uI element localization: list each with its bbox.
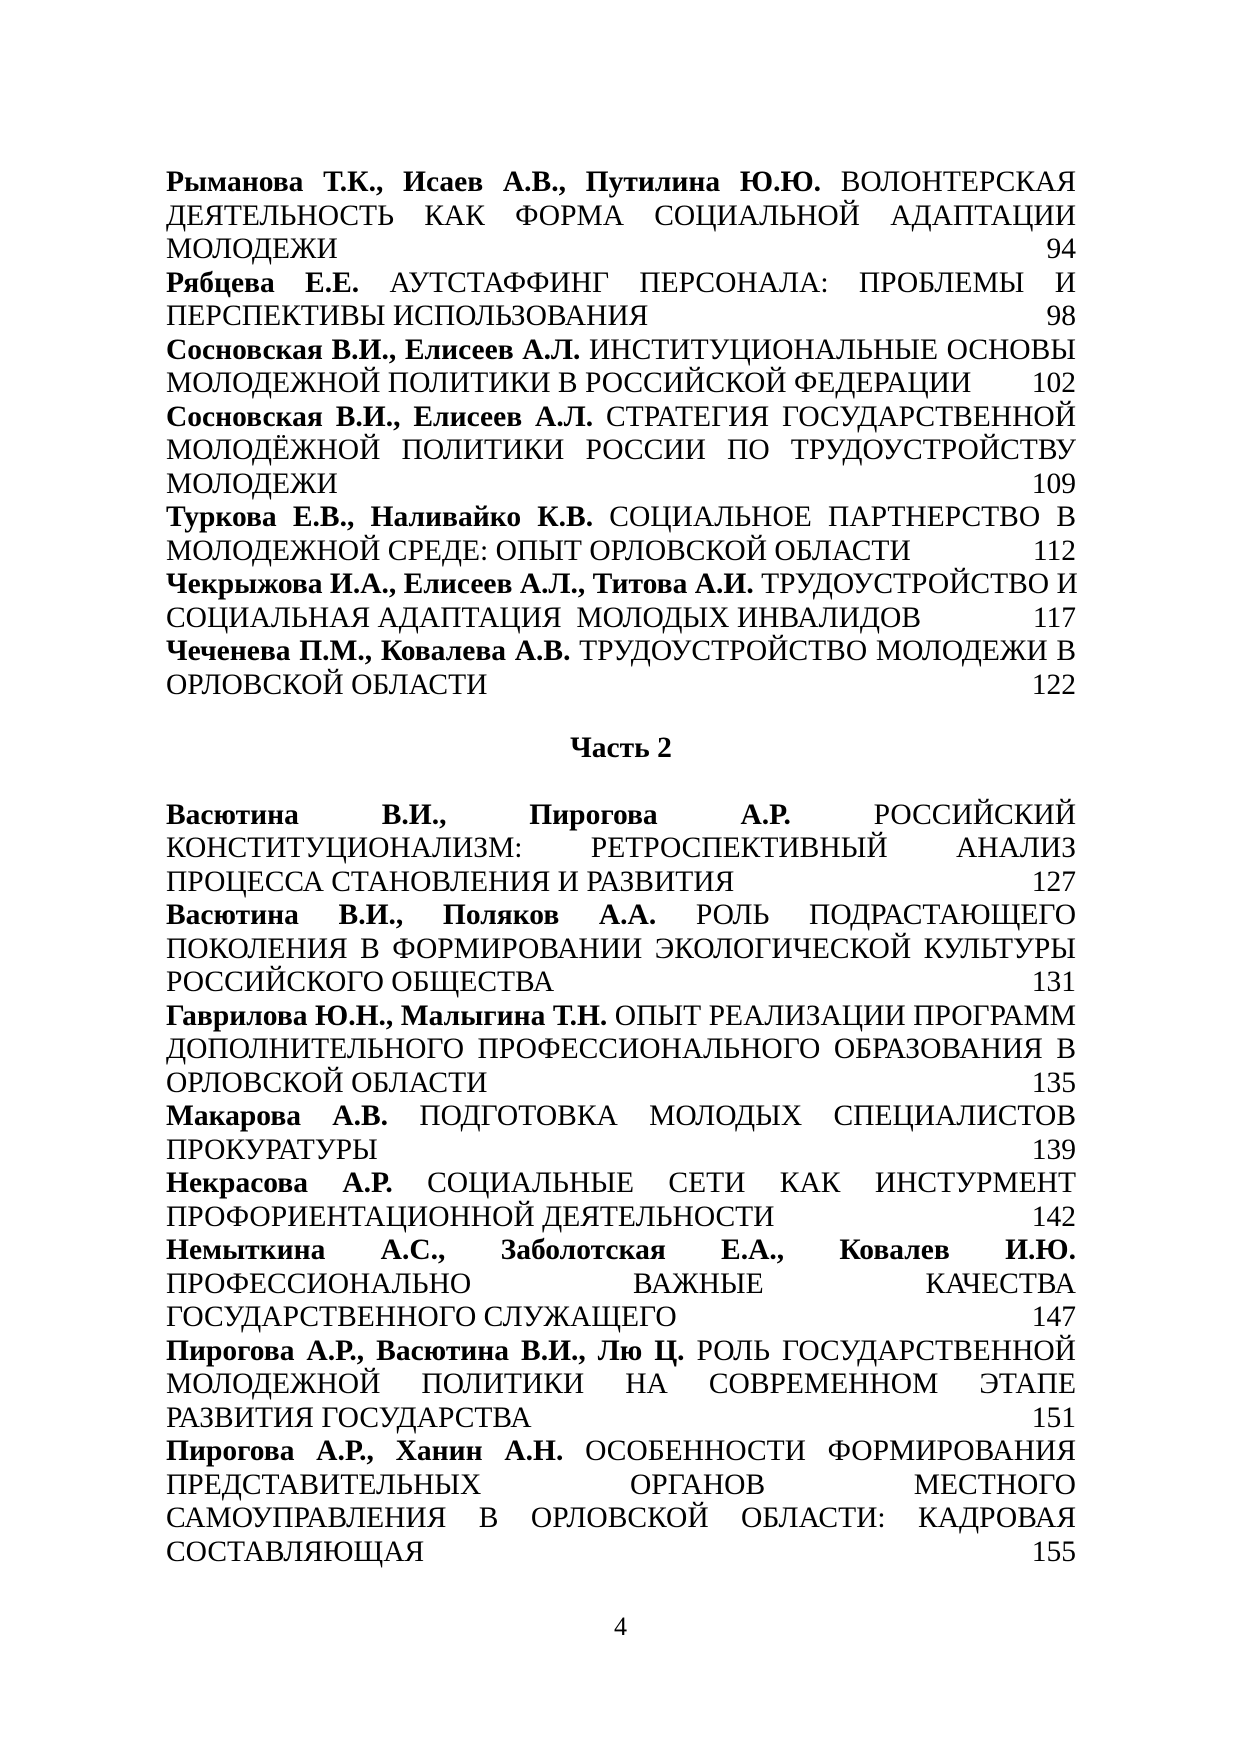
entry-authors: Чеченева П.М., Ковалева А.В. bbox=[166, 635, 571, 667]
entry-authors: Рябцева Е.Е. bbox=[166, 266, 360, 299]
toc-entry bbox=[166, 1100, 1076, 1167]
toc-entry bbox=[166, 166, 1076, 267]
entry-authors: Гаврилова Ю.Н., Малыгина Т.Н. bbox=[166, 999, 608, 1032]
toc-entry bbox=[166, 267, 1076, 334]
entry-authors: Туркова Е.В., Наливайко К.В. bbox=[166, 501, 594, 533]
entry-title: ПРОКУРАТУРЫ bbox=[166, 1133, 378, 1166]
entry-title: МОЛОДЕЖНОЙ СРЕДЕ: ОПЫТ ОРЛОВСКОЙ ОБЛАСТИ bbox=[166, 534, 911, 567]
table-of-contents bbox=[166, 166, 1076, 1569]
entry-title: МОЛОДЕЖНОЙ ПОЛИТИКИ В РОССИЙСКОЙ ФЕДЕРАЦИИ bbox=[166, 367, 972, 399]
entry-page: 151 bbox=[1031, 1401, 1076, 1434]
entry-page: 127 bbox=[1031, 865, 1076, 898]
entry-title: СОЦИАЛЬНАЯ АДАПТАЦИЯ МОЛОДЫХ ИНВАЛИДОВ bbox=[166, 601, 922, 634]
entry-title: РОССИЙСКОГО ОБЩЕСТВА bbox=[166, 966, 555, 998]
entry-title: ПРОФОРИЕНТАЦИОННОЙ ДЕЯТЕЛЬНОСТИ bbox=[166, 1200, 775, 1233]
entry-title: ПРОФЕССИОНАЛЬНО ВАЖНЫЕ КАЧЕСТВА bbox=[166, 1267, 1076, 1300]
entry-authors: Пирогова А.Р., Васютина В.И., Лю Ц. bbox=[166, 1334, 685, 1367]
entry-page: 155 bbox=[1031, 1535, 1076, 1568]
entry-title: ГОСУДАРСТВЕННОГО СЛУЖАЩЕГО bbox=[166, 1301, 677, 1333]
entry-title: САМОУПРАВЛЕНИЯ В ОРЛОВСКОЙ ОБЛАСТИ: КАДРОВАЯ bbox=[166, 1502, 1076, 1534]
entry-title: ВОЛОНТЕРСКАЯ bbox=[840, 166, 1076, 198]
entry-title: ПЕРСПЕКТИВЫ ИСПОЛЬЗОВАНИЯ bbox=[166, 300, 649, 332]
toc-entry bbox=[166, 1234, 1076, 1335]
entry-authors: Чекрыжова И.А., Елисеев А.Л., Титова А.И. bbox=[166, 568, 754, 600]
entry-title: ИНСТИТУЦИОНАЛЬНЫЕ ОСНОВЫ bbox=[588, 333, 1077, 366]
page-number: 4 bbox=[614, 1612, 627, 1641]
entry-title: ОРЛОВСКОЙ ОБЛАСТИ bbox=[166, 1066, 488, 1099]
entry-authors: Сосновская В.И., Елисеев А.Л. bbox=[166, 400, 594, 433]
entry-authors: Некрасова А.Р. bbox=[166, 1167, 393, 1199]
toc-entry bbox=[166, 1000, 1076, 1101]
entry-authors: Рыманова Т.К., Исаев А.В., Путилина Ю.Ю. bbox=[166, 166, 822, 198]
entry-title: ОРЛОВСКОЙ ОБЛАСТИ bbox=[166, 668, 488, 701]
entry-authors: Васютина В.И., Пирогова А.Р. bbox=[166, 798, 791, 831]
entry-authors: Пирогова А.Р., Ханин А.Н. bbox=[166, 1435, 564, 1467]
entry-title: ПРЕДСТАВИТЕЛЬНЫХ ОРГАНОВ МЕСТНОГО bbox=[166, 1468, 1076, 1501]
entry-page: 112 bbox=[1032, 534, 1076, 567]
entry-page: 94 bbox=[1046, 233, 1076, 265]
entry-title: СОЦИАЛЬНОЕ ПАРТНЕРСТВО В bbox=[609, 501, 1076, 533]
entry-title: МОЛОДЕЖНОЙ ПОЛИТИКИ НА СОВРЕМЕННОМ ЭТАПЕ bbox=[166, 1368, 1076, 1400]
entry-page: 142 bbox=[1031, 1200, 1076, 1233]
entry-title: ОПЫТ РЕАЛИЗАЦИИ ПРОГРАММ bbox=[614, 999, 1077, 1032]
toc-entry bbox=[166, 334, 1076, 401]
entry-authors: Сосновская В.И., Елисеев А.Л. bbox=[166, 333, 581, 366]
entry-title: ПОКОЛЕНИЯ В ФОРМИРОВАНИИ ЭКОЛОГИЧЕСКОЙ КУЛЬТУРЫ bbox=[166, 932, 1076, 965]
entry-page: 117 bbox=[1032, 601, 1076, 634]
entry-authors: Немыткина А.С., Заболотская Е.А., Ковалев И.Ю. bbox=[166, 1234, 1076, 1266]
entry-authors: Макарова А.В. bbox=[166, 1100, 389, 1132]
entry-page: 135 bbox=[1031, 1066, 1076, 1099]
entry-title: МОЛОДЁЖНОЙ ПОЛИТИКИ РОССИИ ПО ТРУДОУСТРОЙСТВУ bbox=[166, 434, 1076, 466]
entry-title: ТРУДОУСТРОЙСТВО И bbox=[761, 568, 1078, 600]
part-heading: Часть 2 bbox=[570, 732, 672, 764]
toc-entry bbox=[166, 899, 1076, 1000]
entry-title: СОЦИАЛЬНЫЕ СЕТИ КАК ИНСТУРМЕНТ bbox=[427, 1167, 1076, 1199]
entry-title: КОНСТИТУЦИОНАЛИЗМ: РЕТРОСПЕКТИВНЫЙ АНАЛИЗ bbox=[166, 832, 1076, 864]
entry-page: 102 bbox=[1031, 367, 1076, 399]
toc-entry bbox=[166, 401, 1076, 502]
toc-entry bbox=[166, 799, 1076, 900]
toc-entry bbox=[166, 568, 1076, 635]
entry-title: РОЛЬ ПОДРАСТАЮЩЕГО bbox=[695, 899, 1077, 931]
toc-entry bbox=[166, 635, 1076, 702]
entry-title: СТРАТЕГИЯ ГОСУДАРСТВЕННОЙ bbox=[606, 400, 1076, 433]
entry-title: РАЗВИТИЯ ГОСУДАРСТВА bbox=[166, 1401, 532, 1434]
entry-page: 122 bbox=[1031, 668, 1076, 701]
entry-title: СОСТАВЛЯЮЩАЯ bbox=[166, 1535, 425, 1568]
entry-title: АУТСТАФФИНГ ПЕРСОНАЛА: ПРОБЛЕМЫ И bbox=[389, 266, 1077, 299]
entry-page: 109 bbox=[1031, 467, 1076, 500]
toc-entry bbox=[166, 1335, 1076, 1436]
entry-title: ПОДГОТОВКА МОЛОДЫХ СПЕЦИАЛИСТОВ bbox=[419, 1100, 1076, 1132]
entry-title: ОСОБЕННОСТИ ФОРМИРОВАНИЯ bbox=[585, 1435, 1077, 1467]
entry-title: МОЛОДЕЖИ bbox=[166, 467, 338, 500]
entry-title: ДЕЯТЕЛЬНОСТЬ КАК ФОРМА СОЦИАЛЬНОЙ АДАПТАЦИИ bbox=[166, 199, 1076, 232]
entry-page: 139 bbox=[1031, 1133, 1076, 1166]
entry-authors: Васютина В.И., Поляков А.А. bbox=[166, 899, 657, 931]
entry-title: ДОПОЛНИТЕЛЬНОГО ПРОФЕССИОНАЛЬНОГО ОБРАЗОВАНИЯ В bbox=[166, 1033, 1076, 1065]
entry-title: ПРОЦЕССА СТАНОВЛЕНИЯ И РАЗВИТИЯ bbox=[166, 865, 735, 898]
entry-page: 147 bbox=[1031, 1301, 1076, 1333]
toc-entry bbox=[166, 1167, 1076, 1234]
toc-entry bbox=[166, 501, 1076, 568]
entry-page: 98 bbox=[1046, 300, 1076, 332]
toc-entry bbox=[166, 1435, 1076, 1569]
entry-page: 131 bbox=[1031, 966, 1076, 998]
entry-title: РОЛЬ ГОСУДАРСТВЕННОЙ bbox=[696, 1334, 1076, 1367]
entry-title: МОЛОДЕЖИ bbox=[166, 233, 338, 265]
entry-title: РОССИЙСКИЙ bbox=[873, 798, 1077, 831]
entry-title: ТРУДОУСТРОЙСТВО МОЛОДЕЖИ В bbox=[579, 635, 1077, 667]
